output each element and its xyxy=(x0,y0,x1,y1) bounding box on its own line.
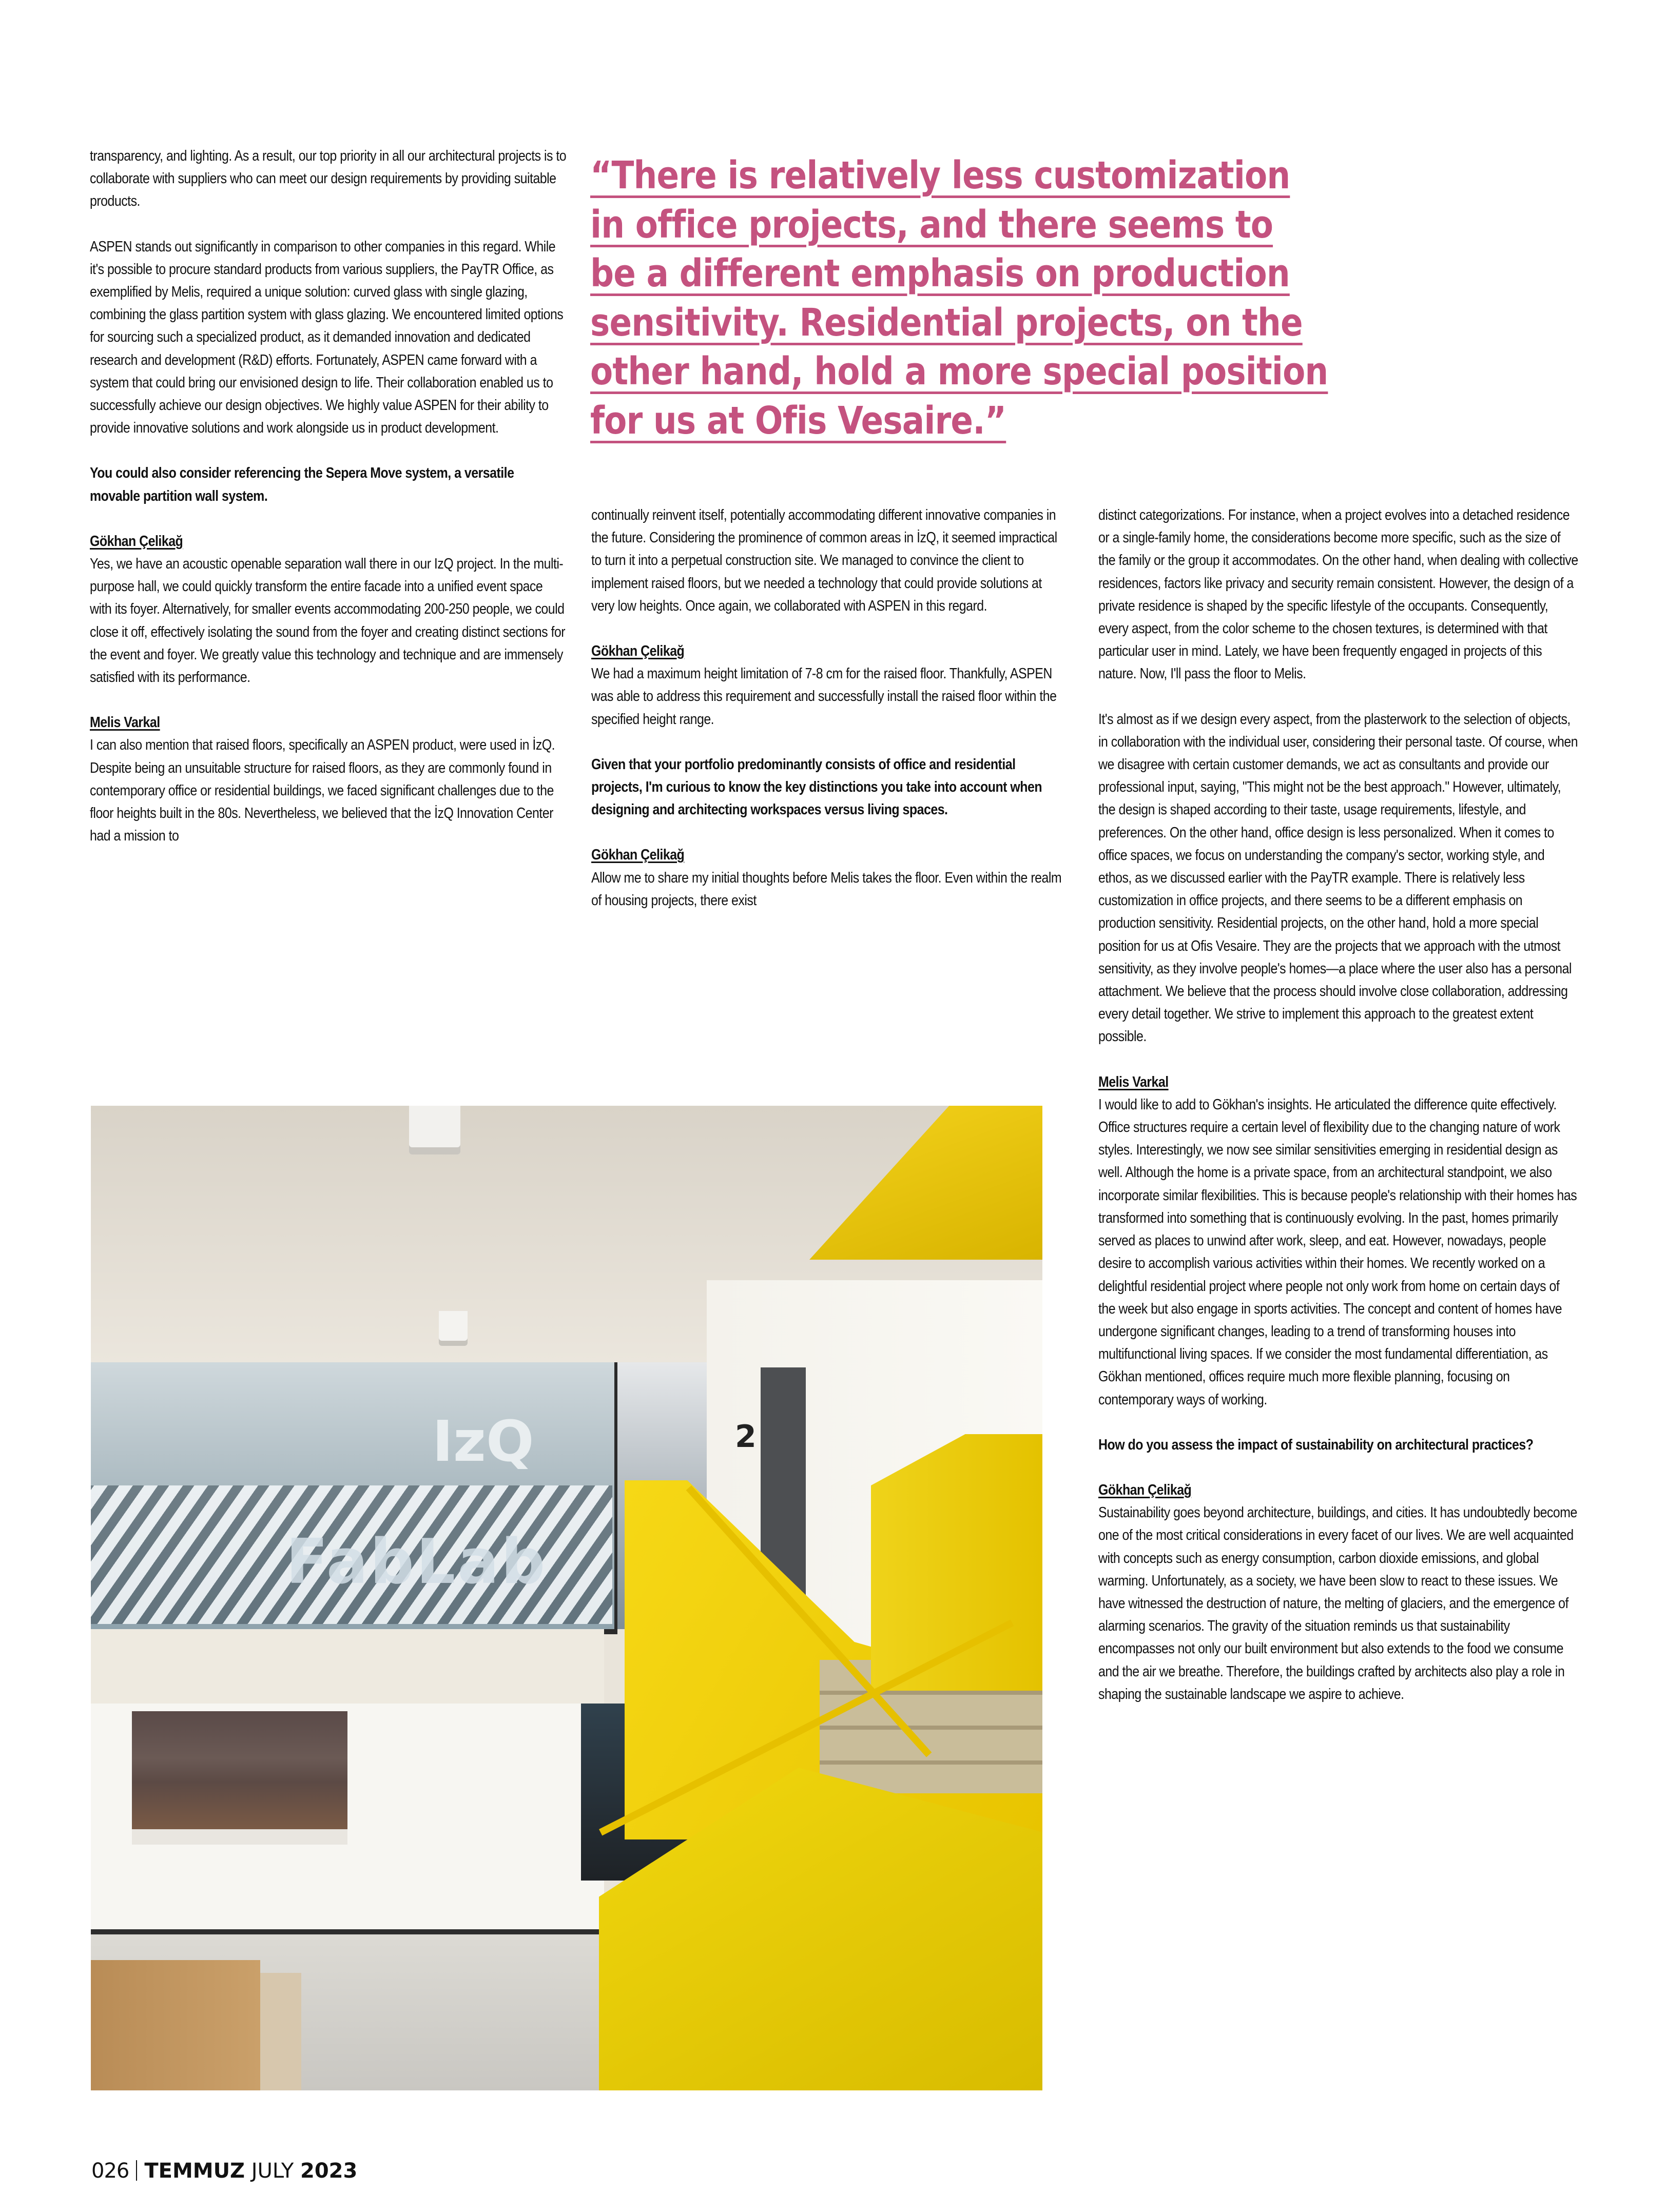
issue-year: 2023 xyxy=(300,2159,358,2183)
paragraph: It's almost as if we design every aspect, from the plasterwork to the selection of objects, in collaboration with the individual user, considering their personal taste. Of course, when we disagree with certain customer demands, we act as consultants and provide our professional input, saying, "This might not be the best approach." However, ultimately, the design is shaped according to their taste, usage requirements, lifestyle, and preferences. On the other hand, office design is less personalized. When it comes to office spaces, we focus on understanding the company's sector, working style, and ethos, as we discussed earlier with the PayTR example. There is relatively less customization in office projects, and there seems to be a different emphasis on production sensitivity. Residential projects, on the other hand, hold a more special position for us at Ofis Vesaire. They are the projects that we approach with the utmost sensitivity, as they involve people's homes—a place where the user also has a personal attachment. We believe that the process should involve close collaboration, addressing every detail together. We strive to implement this approach to the greatest extent possible. xyxy=(1098,711,1578,1045)
answer-text: We had a maximum height limitation of 7-8 cm for the raised floor. Thankfully, ASPEN was able to address this requirement and successfully install the raised floor within the specified height range. xyxy=(591,665,1057,728)
interior-photo xyxy=(91,1106,1042,2090)
floor-number: 2 xyxy=(735,1419,757,1455)
pull-quote xyxy=(590,151,1391,445)
ceiling-light-icon xyxy=(439,1311,468,1346)
page-number: 026 xyxy=(91,2159,129,2183)
speaker-name: Gökhan Çelikağ xyxy=(1098,1481,1192,1498)
answer-text: Allow me to share my initial thoughts before Melis takes the floor. Even within the realm of housing projects, there exist xyxy=(591,869,1062,909)
floor-line xyxy=(91,1929,604,1934)
paragraph: transparency, and lighting. As a result, our top priority in all our architectural projects is to collaborate with suppliers who can meet our design requirements by providing suitable products. xyxy=(90,148,567,210)
paragraph: continually reinvent itself, potentially accommodating different innovative companies in the future. Considering the prominence of common areas in İzQ, it seemed impractical to turn it into a perpetual construction site. We managed to convince the client to implement raised floors, but we needed a technology that could provide solutions at very low heights. Once again, we collaborated with ASPEN in this regard. xyxy=(591,507,1057,614)
issue-month-en: JULY xyxy=(251,2159,294,2183)
answer-block xyxy=(1098,1479,1578,1706)
article-column-1 xyxy=(90,145,567,870)
paragraph: distinct categorizations. For instance, when a project evolves into a detached residence or a single-family home, the considerations become more specific, such as the size of the family or the group it accommodates. On the other hand, when dealing with collective residences, factors like privacy and security remain consistent. However, the design of a private residence is shaped by the specific lifestyle of the occupants. Consequently, every aspect, from the color scheme to the chosen textures, is determined with that particular user in mind. Lately, we have been frequently engaged in projects of this nature. Now, I'll pass the floor to Melis. xyxy=(1098,507,1578,682)
pull-quote-line: other hand, hold a more special position xyxy=(590,349,1328,394)
glass-sign-logo: IzQ xyxy=(432,1408,534,1474)
speaker-name: Gökhan Çelikağ xyxy=(591,643,685,660)
answer-block xyxy=(591,844,1063,912)
page-footer xyxy=(91,2159,357,2183)
footer-divider xyxy=(136,2160,137,2181)
issue-month-tr: TEMMUZ xyxy=(144,2159,245,2183)
answer-text: I would like to add to Gökhan's insights. He articulated the difference quite effectively. Office structures require a certain level of flexibility due to the changing nature of work styles. Interestingly, we now see similar sensitivities emerging in residential design as well. Although the home is a private space, from an architectural standpoint, we also incorporate similar flexibilities. This is because people's relationship with their homes has transformed into something that is continuously evolving. In the past, homes primarily served as places to unwind after work, sleep, and eat. However, nowadays, people desire to accomplish various activities within their homes. We recently worked on a delightful residential project where people not only work from home on certain days of the week but also engage in sports activities. The concept and content of homes have undergone significant changes, leading to a trend of transforming houses into multifunctional living spaces. If we consider the most fundamental differentiation, as Gökhan mentioned, offices require much more flexible planning, focusing on contemporary ways of working. xyxy=(1098,1096,1577,1408)
pull-quote-line: be a different emphasis on production xyxy=(590,251,1290,296)
speaker-name: Melis Varkal xyxy=(1098,1073,1169,1090)
wood-step xyxy=(260,1973,301,2090)
interview-question: Given that your portfolio predominantly consists of office and residential projects, I'm curious to know the key distinctions you take into account when designing and architecting workspaces versus living spaces. xyxy=(591,756,1042,818)
speaker-name: Gökhan Çelikağ xyxy=(90,533,183,550)
article-column-2 xyxy=(591,504,1063,934)
glass-sign-text: FabLab xyxy=(286,1526,548,1598)
answer-block xyxy=(90,530,567,689)
interview-question: You could also consider referencing the Sepera Move system, a versatile movable partition wall system. xyxy=(90,465,514,504)
pull-quote-line: in office projects, and there seems to xyxy=(590,202,1273,247)
ceiling-light-icon xyxy=(409,1106,460,1154)
speaker-name: Melis Varkal xyxy=(90,714,160,731)
pull-quote-line: “There is relatively less customization xyxy=(590,153,1290,198)
pull-quote-line: sensitivity. Residential projects, on the xyxy=(590,300,1303,345)
answer-text: I can also mention that raised floors, specifically an ASPEN product, were used in İzQ. Despite being an unsuitable structure for raised floors, as they are commonly found in contemporary office or residential buildings, we faced significant challenges due to the floor heights built in the 80s. Nevertheless, we believed that the İzQ Innovation Center had a mission to xyxy=(90,737,555,845)
pull-quote-line: for us at Ofis Vesaire.” xyxy=(590,398,1006,443)
answer-block xyxy=(90,711,567,847)
answer-text: Yes, we have an acoustic openable separation wall there in our IzQ project. In the multi-purpose hall, we could quickly transform the entire facade into a unified event space with its foyer. Alternatively, for smaller events accommodating 200-250 people, we could close it off, effectively isolating the sound from the foyer and creating distinct sections for the event and foyer. We greatly value this technology and technique and are immensely satisfied with its performance. xyxy=(90,556,566,686)
article-column-3 xyxy=(1098,504,1578,1728)
speaker-name: Gökhan Çelikağ xyxy=(591,847,685,864)
wall-band xyxy=(91,1629,604,1704)
interview-question: How do you assess the impact of sustainability on architectural practices? xyxy=(1098,1436,1534,1453)
answer-text: Sustainability goes beyond architecture, buildings, and cities. It has undoubtedly become one of the most critical considerations in every facet of our lives. We are well acquainted with concepts such as energy consumption, carbon dioxide emissions, and global warming. Unfortunately, as a society, we have been slow to react to these issues. We have witnessed the destruction of nature, the melting of glaciers, and the emergence of alarming scenarios. The gravity of the situation reminds us that sustainability encompasses not only our built environment but also extends to the food we consume and the air we breathe. Therefore, the buildings crafted by architects also play a role in shaping the sustainable landscape we aspire to achieve. xyxy=(1098,1504,1577,1702)
wood-bench xyxy=(91,1960,260,2090)
answer-block xyxy=(1098,1071,1578,1411)
artwork xyxy=(132,1711,347,1845)
answer-block xyxy=(591,640,1063,731)
paragraph: ASPEN stands out significantly in comparison to other companies in this regard. While it's possible to procure standard products from various suppliers, the PayTR Office, as exemplified by Melis, required a unique solution: curved glass with single glazing, combining the glass partition system with glass glazing. We encountered limited options for sourcing such a specialized product, as it demanded innovation and dedicated research and development (R&D) efforts. Fortunately, ASPEN came forward with a system that could bring our envisioned design to life. Their collaboration enabled us to successfully achieve our design objectives. We highly value ASPEN for their ability to provide innovative solutions and work alongside us in product development. xyxy=(90,238,564,437)
